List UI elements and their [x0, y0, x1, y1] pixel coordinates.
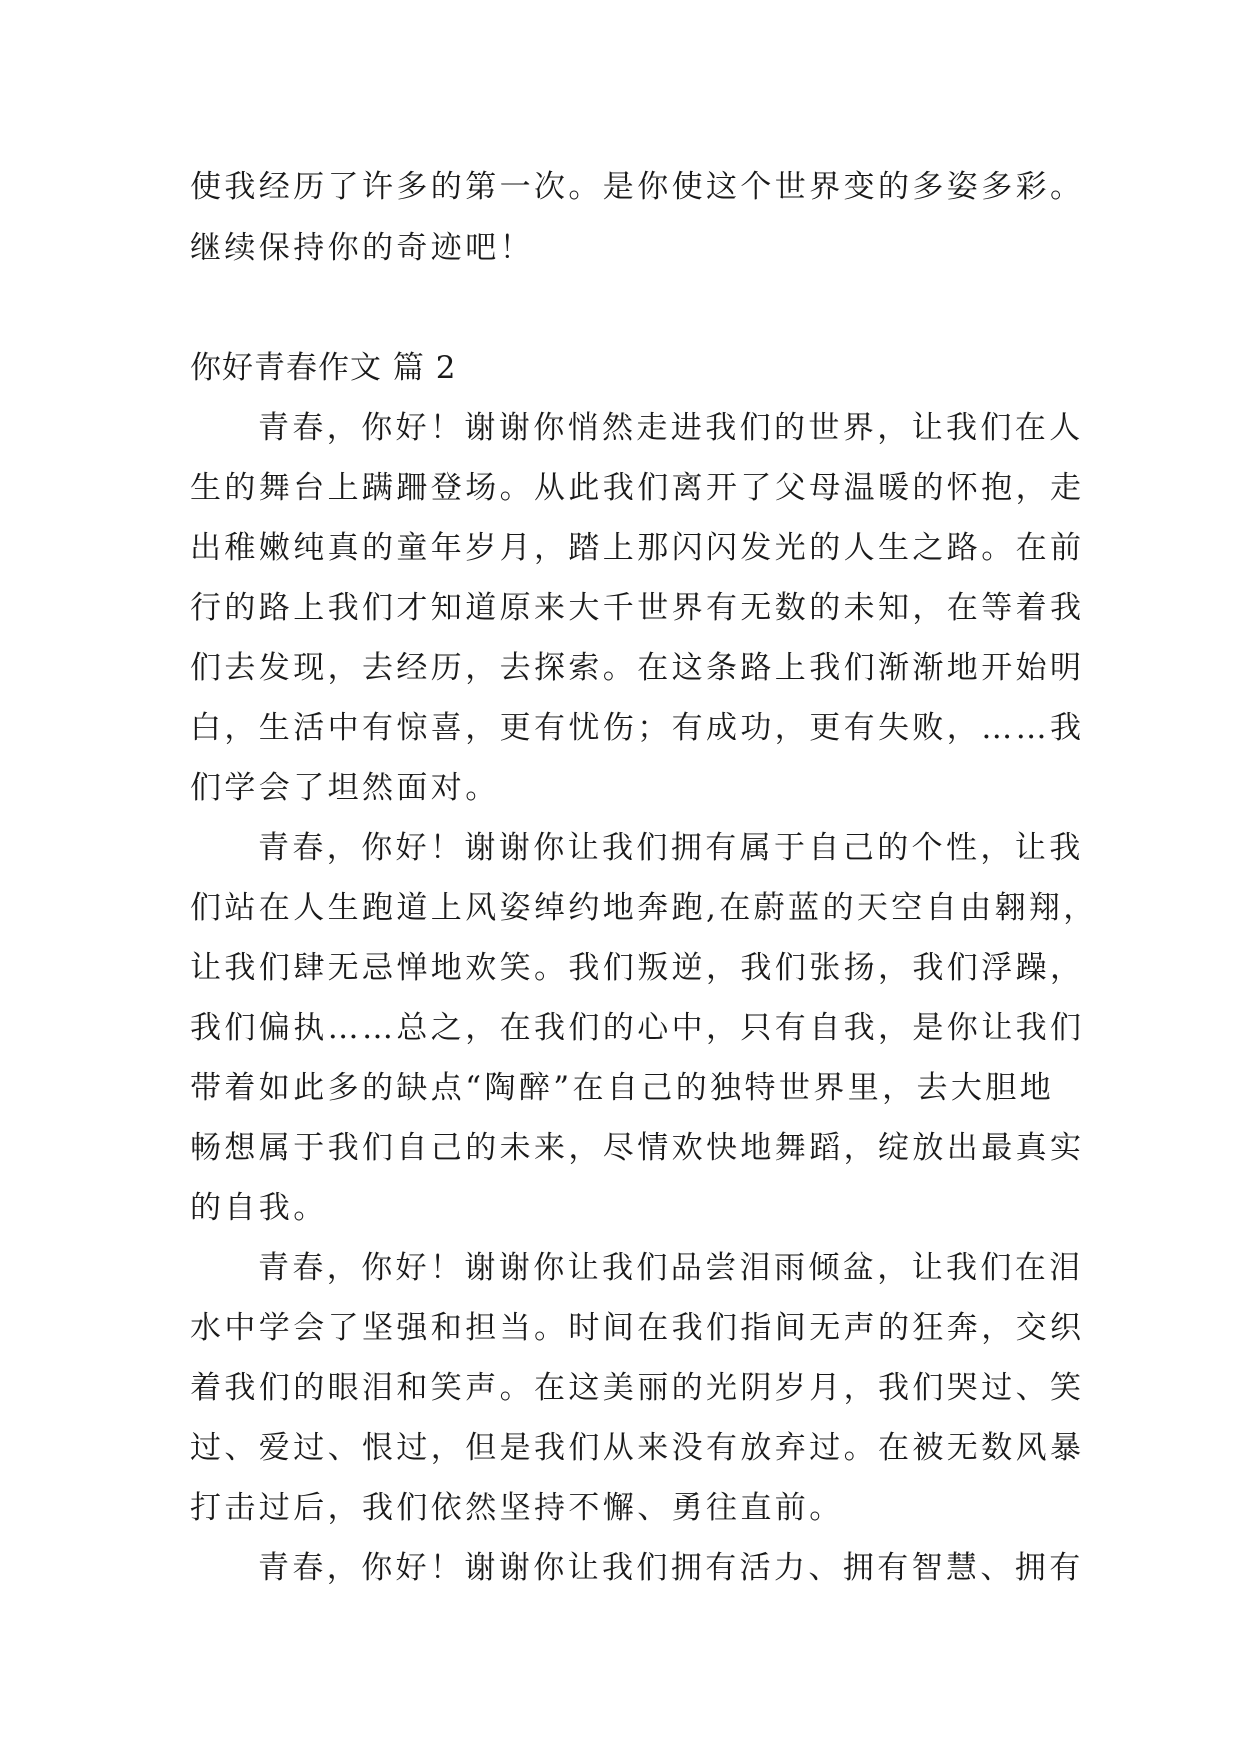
- paragraph-line: 过、爱过、恨过，但是我们从来没有放弃过。在被无数风暴: [190, 1430, 1085, 1466]
- section-title: 你好青春作文 篇 2: [190, 350, 457, 386]
- text-line: 使我经历了许多的第一次。是你使这个世界变的多姿多彩。: [190, 169, 1085, 205]
- paragraph-line: 打击过后，我们依然坚持不懈、勇往直前。: [190, 1490, 844, 1526]
- paragraph-line: 们学会了坦然面对。: [190, 770, 500, 806]
- paragraph-line: 让我们肆无忌惮地欢笑。我们叛逆，我们张扬，我们浮躁，: [190, 950, 1085, 986]
- text-line: 继续保持你的奇迹吧！: [190, 230, 534, 266]
- paragraph-line: 青春，你好！谢谢你悄然走进我们的世界，让我们在人: [258, 410, 1084, 446]
- paragraph-line: 们去发现，去经历，去探索。在这条路上我们渐渐地开始明: [190, 650, 1085, 686]
- paragraph-line: 的自我。: [190, 1190, 328, 1226]
- paragraph-line: 带着如此多的缺点“陶醉”在自己的独特世界里，去大胆地: [190, 1070, 1055, 1106]
- paragraph-line: 青春，你好！谢谢你让我们品尝泪雨倾盆，让我们在泪: [258, 1250, 1084, 1286]
- paragraph-line: 着我们的眼泪和笑声。在这美丽的光阴岁月，我们哭过、笑: [190, 1370, 1085, 1406]
- paragraph-line: 畅想属于我们自己的未来，尽情欢快地舞蹈，绽放出最真实: [190, 1130, 1085, 1166]
- paragraph-line: 水中学会了坚强和担当。时间在我们指间无声的狂奔，交织: [190, 1310, 1085, 1346]
- paragraph-line: 生的舞台上蹒跚登场。从此我们离开了父母温暖的怀抱，走: [190, 470, 1085, 506]
- paragraph-line: 我们偏执……总之，在我们的心中，只有自我，是你让我们: [190, 1010, 1085, 1046]
- paragraph-line: 出稚嫩纯真的童年岁月，踏上那闪闪发光的人生之路。在前: [190, 530, 1085, 566]
- paragraph-line: 行的路上我们才知道原来大千世界有无数的未知，在等着我: [190, 590, 1085, 626]
- paragraph-line: 白，生活中有惊喜，更有忧伤；有成功，更有失败，……我: [190, 710, 1085, 746]
- paragraph-line: 们站在人生跑道上风姿绰约地奔跑,在蔚蓝的天空自由翱翔，: [190, 890, 1098, 926]
- paragraph-line: 青春，你好！谢谢你让我们拥有属于自己的个性，让我: [258, 830, 1084, 866]
- paragraph-line: 青春，你好！谢谢你让我们拥有活力、拥有智慧、拥有: [258, 1550, 1084, 1586]
